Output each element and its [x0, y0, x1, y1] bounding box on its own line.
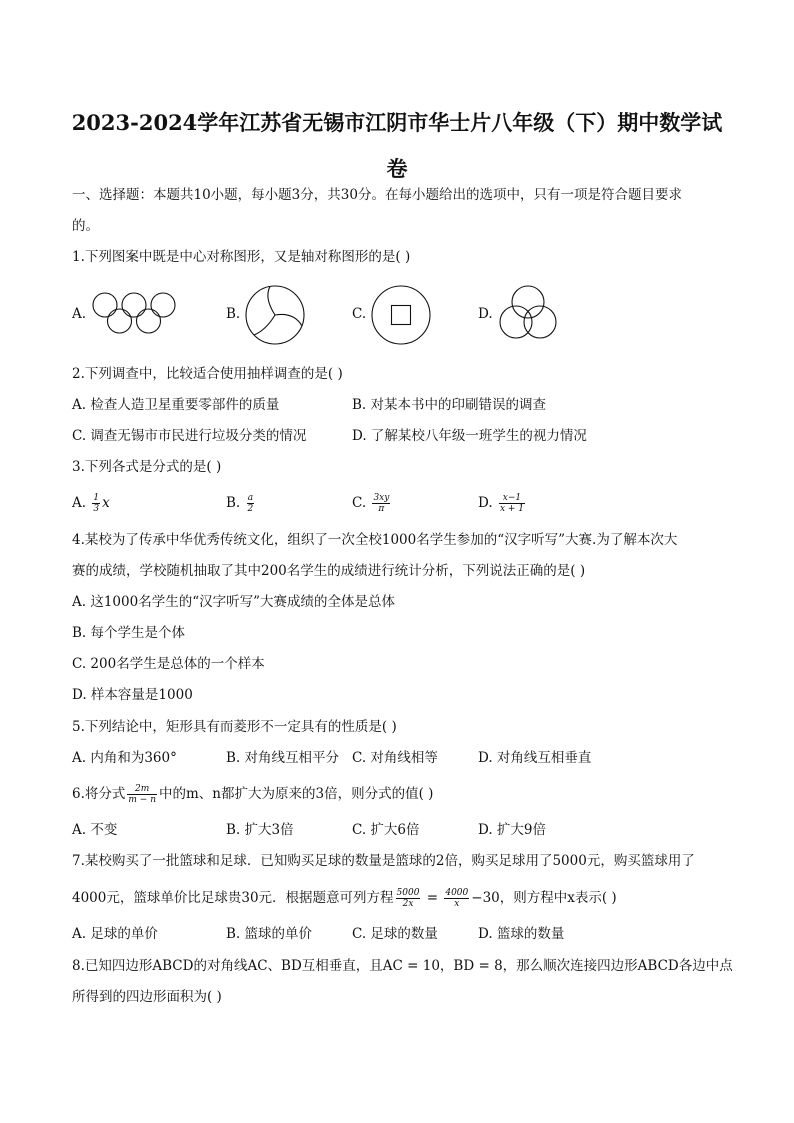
q1-stem: 1.下列图案中既是中心对称图形，又是轴对称图形的是( )	[72, 249, 411, 265]
q2-option-c: C. 调查无锡市市民进行垃圾分类的情况	[72, 428, 307, 444]
q2-option-a: A. 检查人造卫星重要零部件的质量	[72, 397, 280, 413]
q7-stem-line-2: 4000元，篮球单价比足球贵30元．根据题意可列方程 $\frac{5000}{2x}$ = $\frac{4000}{x}$ −30，则方程中x表示( )	[72, 888, 617, 909]
q6-option-d: D. 扩大9倍	[478, 822, 547, 838]
q8-stem-line-1: 8.已知四边形ABCD的对角线AC、BD互相垂直，且AC = 10，BD = 8，那么顺次连接四边形ABCD各边中点	[72, 958, 733, 974]
q6-fraction: $\frac{2m}{m - n}$	[128, 784, 156, 805]
q4-stem-line-1: 4.某校为了传承中华优秀传统文化，组织了一次全校1000名学生参加的“汉字听写”大赛.为了解本次大	[72, 532, 678, 548]
q7-option-d: D. 篮球的数量	[478, 926, 565, 942]
q1-label-d: D.	[478, 306, 493, 322]
section-heading-line-2: 的。	[72, 218, 99, 234]
q2-option-b: B. 对某本书中的印刷错误的调查	[352, 397, 547, 413]
q6-option-b: B. 扩大3倍	[226, 822, 294, 838]
q4-option-a: A. 这1000名学生的“汉字听写”大赛成绩的全体是总体	[72, 594, 395, 610]
q7-fraction-2: $\frac{4000}{x}$	[445, 888, 469, 909]
q1-figure-c-coin	[370, 284, 432, 346]
q7-fraction-1: $\frac{5000}{2x}$	[396, 888, 420, 909]
q6-stem: 6.将分式 $\frac{2m}{m - n}$ 中的m、n都扩大为原来的3倍，则分式的值( )	[72, 784, 434, 805]
q5-option-c: C. 对角线相等	[352, 750, 438, 766]
q1-figure-d-trefoil	[496, 284, 560, 346]
q1-figure-a-olympic-rings	[90, 292, 178, 336]
q6-option-c: C. 扩大6倍	[352, 822, 420, 838]
q4-option-c: C. 200名学生是总体的一个样本	[72, 656, 265, 672]
q3-option-d: D. $\frac{x-1}{x + 1}$	[478, 493, 525, 514]
q3-option-b: B. $\frac{a}{2}$	[226, 493, 254, 514]
q7-option-c: C. 足球的数量	[352, 926, 438, 942]
q5-option-a: A. 内角和为360°	[72, 750, 177, 766]
q7-stem-line-1: 7.某校购买了一批篮球和足球．已知购买足球的数量是篮球的2倍，购买足球用了5000元，购买篮球用了	[72, 853, 695, 869]
title-line-1: 2023-2024学年江苏省无锡市江阴市华士片八年级（下）期中数学试	[71, 110, 723, 135]
q5-option-d: D. 对角线互相垂直	[478, 750, 592, 766]
q7-option-b: B. 篮球的单价	[226, 926, 313, 942]
q1-label-b: B.	[226, 306, 241, 322]
q3-fraction-d: $\frac{x-1}{x + 1}$	[499, 493, 525, 514]
q3-option-a: A. $\frac{1}{3}$ x	[72, 493, 110, 514]
q2-option-d: D. 了解某校八年级一班学生的视力情况	[352, 428, 587, 444]
q4-option-d: D. 样本容量是1000	[72, 687, 193, 703]
q4-stem-line-2: 赛的成绩，学校随机抽取了其中200名学生的成绩进行统计分析，下列说法正确的是( )	[72, 563, 586, 579]
q2-stem: 2.下列调查中，比较适合使用抽样调查的是( )	[72, 366, 343, 382]
q7-option-a: A. 足球的单价	[72, 926, 158, 942]
section-heading-line-1: 一、选择题：本题共10小题，每小题3分，共30分。在每小题给出的选项中，只有一项是符合题目要求	[72, 187, 682, 203]
q3-stem: 3.下列各式是分式的是( )	[72, 459, 222, 475]
q1-label-a: A.	[72, 306, 87, 322]
exam-title	[60, 100, 734, 192]
q3-option-c: C. $\frac{3xy}{\pi}$	[352, 493, 390, 514]
q5-option-b: B. 对角线互相平分	[226, 750, 340, 766]
q3-fraction-b: $\frac{a}{2}$	[247, 493, 254, 514]
q8-stem-line-2: 所得到的四边形面积为( )	[72, 989, 222, 1005]
q6-option-a: A. 不变	[72, 822, 118, 838]
q4-option-b: B. 每个学生是个体	[72, 625, 186, 641]
q3-fraction-a: $\frac{1}{3}$	[93, 493, 100, 514]
q1-label-c: C.	[352, 306, 367, 322]
q3-fraction-c: $\frac{3xy}{\pi}$	[373, 493, 390, 514]
title-line-2: 卷	[386, 156, 408, 181]
q5-stem: 5.下列结论中，矩形具有而菱形不一定具有的性质是( )	[72, 719, 397, 735]
q1-figure-b-three-arcs	[244, 284, 306, 346]
